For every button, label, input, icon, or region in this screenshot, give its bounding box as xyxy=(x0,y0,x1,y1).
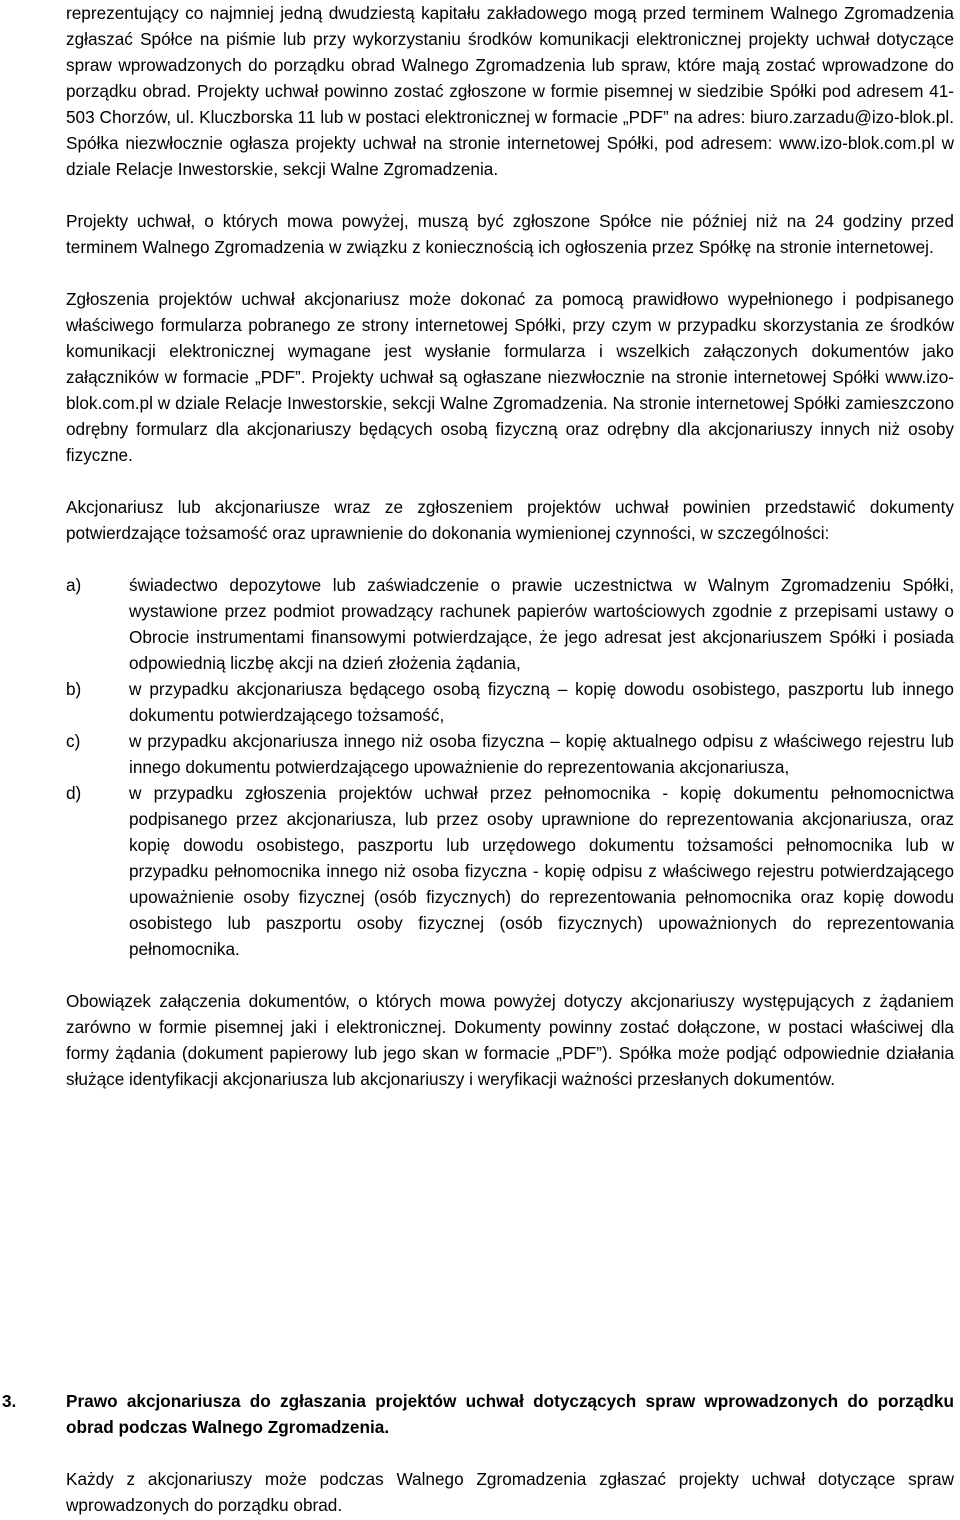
list-marker: a) xyxy=(66,575,82,595)
section-3 xyxy=(0,1388,954,1440)
list-item xyxy=(66,728,954,780)
section-number: 3. xyxy=(2,1391,17,1411)
list-marker: c) xyxy=(66,731,81,751)
section-3-body xyxy=(66,1466,954,1518)
list-item xyxy=(66,572,954,676)
paragraph-deadline: Projekty uchwał, o których mowa powyżej, muszą być zgłoszone Spółce nie później niż na 24 godziny przed terminem Walnego Zgromadzenia w związku z koniecznością ich ogłoszenia przez Spółkę na stronie internetowej. xyxy=(66,211,954,257)
paragraph-submission-rules: reprezentujący co najmniej jedną dwudziestą kapitału zakładowego mogą przed terminem Walnego Zgromadzenia zgłaszać Spółce na piśmie lub przy wykorzystaniu środków komunikacji elektronicznej projekty uchwał dotyczące spraw wprowadzonych do porządku obrad Walnego Zgromadzenia lub spraw, które mają zostać wprowadzone do porządku obrad. Projekty uchwał powinno zostać zgłoszone w formie pisemnej w siedzibie Spółki pod adresem 41-503 Chorzów, ul. Kluczborska 11 lub w postaci elektronicznej w formacie „PDF” na adres: biuro.zarzadu@izo-blok.pl. Spółka niezwłocznie ogłasza projekty uchwał na stronie internetowej Spółki, pod adresem: www.izo-blok.com.pl w dziale Relacje Inwestorskie, sekcji Walne Zgromadzenia. xyxy=(66,3,954,179)
paragraph-section-3: Każdy z akcjonariuszy może podczas Walnego Zgromadzenia zgłaszać projekty uchwał dotyczące spraw wprowadzonych do porządku obrad. xyxy=(66,1469,954,1515)
list-item-text: w przypadku akcjonariusza będącego osobą fizyczną – kopię dowodu osobistego, paszportu lub innego dokumentu potwierdzającego tożsamość, xyxy=(129,679,954,725)
documents-list xyxy=(66,572,954,962)
list-item xyxy=(66,676,954,728)
paragraph-required-documents: Akcjonariusz lub akcjonariusze wraz ze zgłoszeniem projektów uchwał powinien przedstawić dokumenty potwierdzające tożsamość oraz uprawnienie do dokonania wymienionej czynności, w szczególności: xyxy=(66,497,954,543)
list-item-text: w przypadku zgłoszenia projektów uchwał przez pełnomocnika - kopię dokumentu pełnomocnictwa podpisanego przez akcjonariusza, lub przez osoby uprawnione do reprezentowania akcjonariusza, oraz kopię dowodu osobistego, paszportu lub urzędowego dokumentu tożsamości pełnomocnika lub w przypadku pełnomocnika innego niż osoba fizyczna - kopię odpisu z właściwego rejestru potwierdzającego upoważnienie osoby fizycznej (osób fizycznych) do reprezentowania pełnomocnika oraz kopię dowodu osobistego lub paszportu osoby fizycznej (osób fizycznych) upoważnionych do reprezentowania pełnomocnika. xyxy=(129,783,954,959)
section-heading: Prawo akcjonariusza do zgłaszania projektów uchwał dotyczących spraw wprowadzonych do porządku obrad podczas Walnego Zgromadzenia. xyxy=(66,1391,954,1437)
document-body xyxy=(66,0,954,1092)
list-marker: b) xyxy=(66,679,82,699)
list-item xyxy=(66,780,954,962)
paragraph-form-submission: Zgłoszenia projektów uchwał akcjonariusz może dokonać za pomocą prawidłowo wypełnionego i podpisanego właściwego formularza pobranego ze strony internetowej Spółki, przy czym w przypadku skorzystania ze środków komunikacji elektronicznej wymagane jest wysłanie formularza i wszelkich załączonych dokumentów jako załączników w formacie „PDF”. Projekty uchwał są ogłaszane niezwłocznie na stronie internetowej Spółki www.izo- blok.com.pl w dziale Relacje Inwestorskie, sekcji Walne Zgromadzenia. Na stronie internetowej Spółki zamieszczono odrębny formularz dla akcjonariuszy będących osobą fizyczną oraz odrębny dla akcjonariuszy innych niż osoby fizyczne. xyxy=(66,289,954,465)
paragraph-document-obligation: Obowiązek załączenia dokumentów, o których mowa powyżej dotyczy akcjonariuszy występujących z żądaniem zarówno w formie pisemnej jaki i elektronicznej. Dokumenty powinny zostać dołączone, w postaci właściwej dla formy żądania (dokument papierowy lub jego skan w formacie „PDF”). Spółka może podjąć odpowiednie działania służące identyfikacji akcjonariusza lub akcjonariuszy i weryfikacji ważności przesłanych dokumentów. xyxy=(66,991,954,1089)
list-item-text: świadectwo depozytowe lub zaświadczenie o prawie uczestnictwa w Walnym Zgromadzeniu Spółki, wystawione przez podmiot prowadzący rachunek papierów wartościowych zgodnie z przepisami ustawy o Obrocie instrumentami finansowymi potwierdzające, że jego adresat jest akcjonariuszem Spółki i posiada odpowiednią liczbę akcji na dzień złożenia żądania, xyxy=(129,575,954,673)
list-item-text: w przypadku akcjonariusza innego niż osoba fizyczna – kopię aktualnego odpisu z właściwego rejestru lub innego dokumentu potwierdzającego upoważnienie do reprezentowania akcjonariusza, xyxy=(129,731,954,777)
list-marker: d) xyxy=(66,783,82,803)
